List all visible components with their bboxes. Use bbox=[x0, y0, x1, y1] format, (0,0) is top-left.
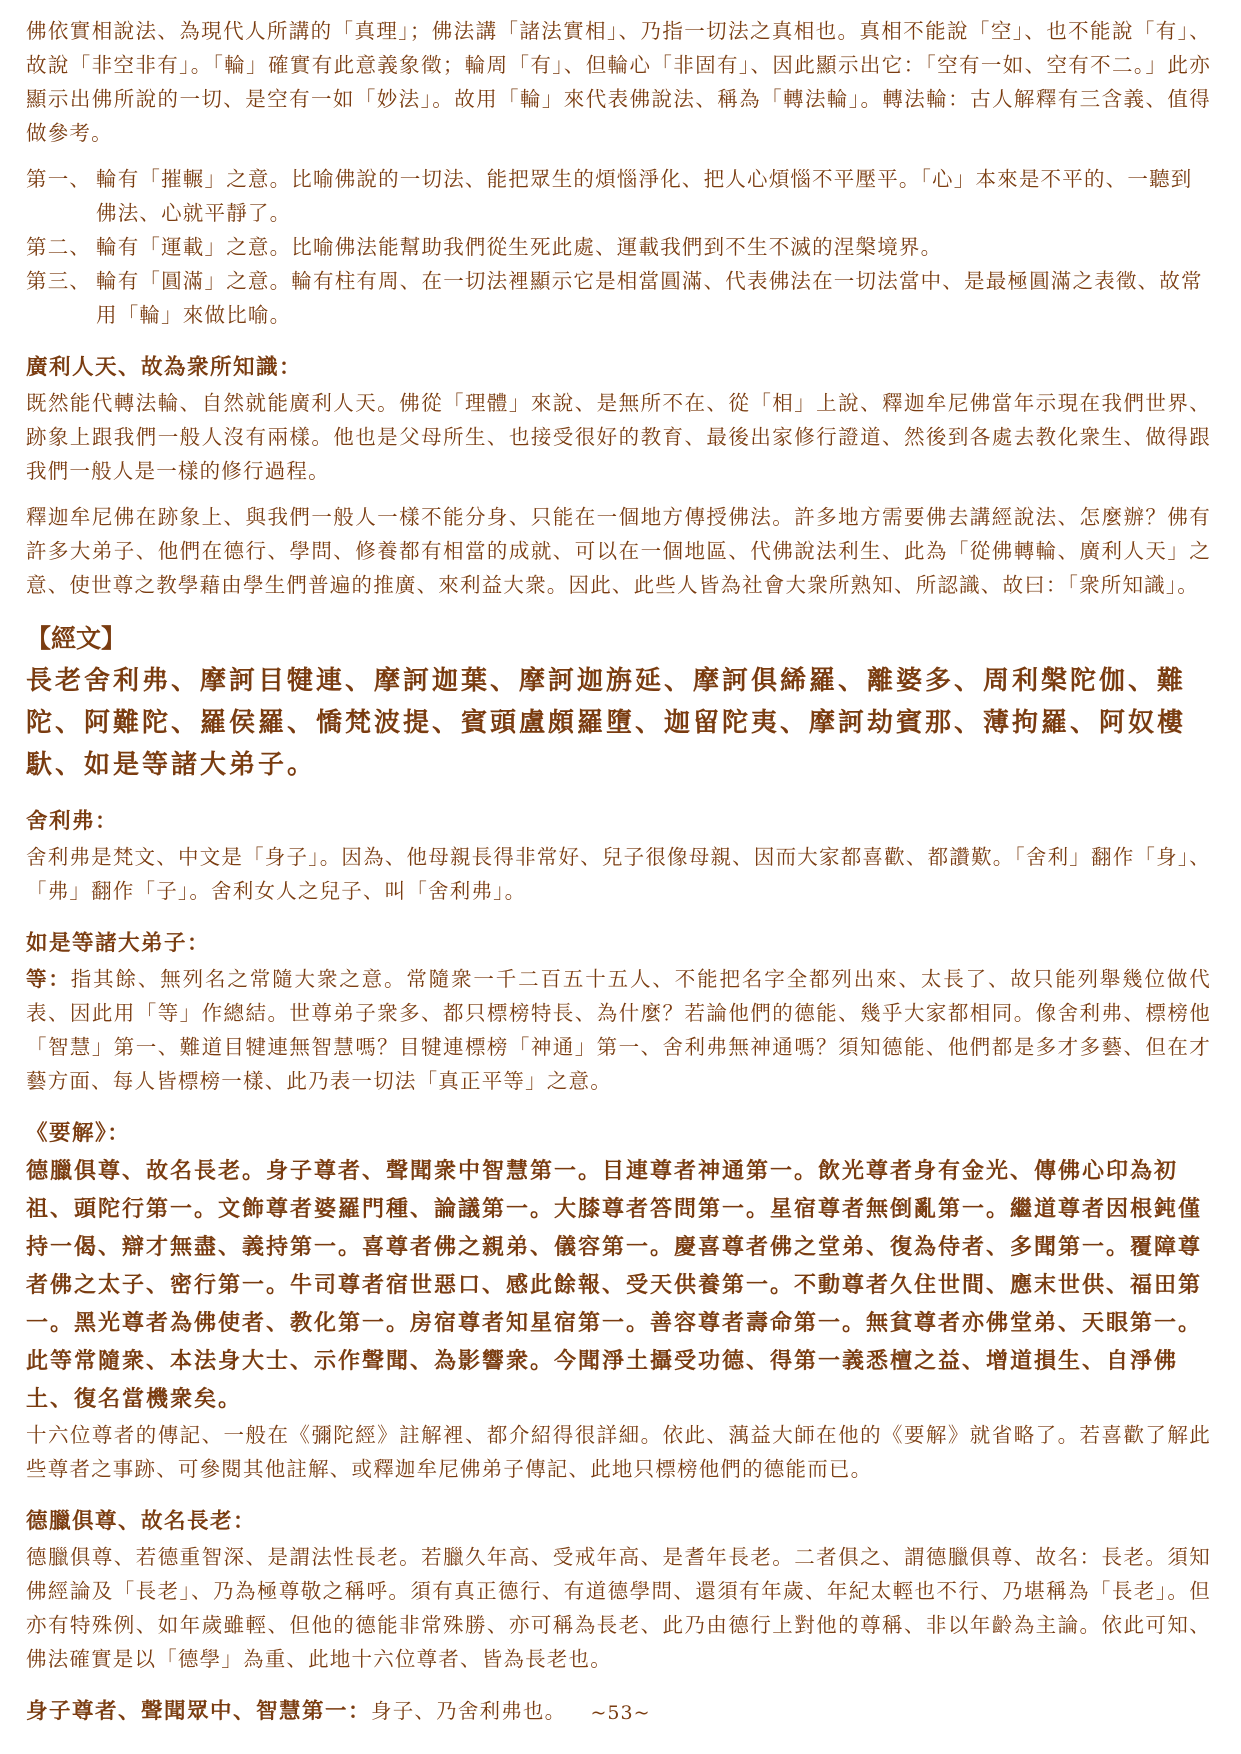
closing-heading: 身子尊者、聲聞眾中、智慧第一： bbox=[26, 1699, 372, 1724]
list-item bbox=[26, 162, 1211, 230]
section-heading: 德臘俱尊、故名長老： bbox=[26, 1509, 257, 1534]
three-meanings-list bbox=[26, 162, 1211, 332]
term-text: 指其餘、無列名之常隨大衆之意。常隨衆一千二百五十五人、不能把名字全都列出來、太長了、故只能列舉幾位做代表、因此用「等」作總結。世尊弟子衆多、都只標榜特長、為什麼？若論他們的德能、幾乎大家都相同。像舍利弗、標榜他「智慧」第一、難道目犍連無智慧嗎？目犍連標榜「神通」第一、舍利弗無神通嗎？須知德能、他們都是多才多藝、但在才藝方面、每人皆標榜一樣、此乃表一切法「真正平等」之意。 bbox=[26, 967, 1211, 1093]
list-item bbox=[26, 230, 1211, 264]
closing-text: 身子、乃舍利弗也。 bbox=[371, 1699, 567, 1723]
list-item-text: 輪有「摧輾」之意。比喻佛說的一切法、能把眾生的煩惱淨化、把人心煩惱不平壓平。「心」本來是不平的、一聽到佛法、心就平靜了。 bbox=[96, 167, 1193, 225]
body-paragraph: 釋迦牟尼佛在跡象上、與我們一般人一樣不能分身、只能在一個地方傳授佛法。許多地方需要佛去講經說法、怎麼辦？佛有許多大弟子、他們在德行、學問、修養都有相當的成就、可以在一個地區、代佛說法利生、此為「從佛轉輪、廣利人天」之意、使世尊之教學藉由學生們普遍的推廣、來利益大衆。因此、此些人皆為社會大衆所熟知、所認識、故曰：「衆所知識」。 bbox=[26, 505, 1211, 597]
section-heading: 舍利弗： bbox=[26, 809, 119, 834]
term-lead: 等： bbox=[26, 967, 71, 991]
commentary-text: 德臘俱尊、故名長老。身子尊者、聲聞衆中智慧第一。目連尊者神通第一。飲光尊者身有金光、傳佛心印為初祖、頭陀行第一。文飾尊者婆羅門種、論議第一。大膝尊者答問第一。星宿尊者無倒亂第一。繼道尊者因根鈍僅持一偈、辯才無盡、義持第一。喜尊者佛之親弟、儀容第一。慶喜尊者佛之堂弟、復為侍者、多聞第一。覆障尊者佛之太子、密行第一。牛司尊者宿世惡口、感此餘報、受天供養第一。不動尊者久住世間、應末世供、福田第一。黑光尊者為佛使者、教化第一。房宿尊者知星宿第一。善容尊者壽命第一。無貧尊者亦佛堂弟、天眼第一。此等常隨衆、本法身大士、示作聲聞、為影響衆。今聞淨土攝受功德、得第一義悉檀之益、增道損生、自淨佛土、復名當機衆矣。 bbox=[26, 1158, 1203, 1412]
sutra-text: 長老舍利弗、摩訶目犍連、摩訶迦葉、摩訶迦旃延、摩訶俱絺羅、離婆多、周利槃陀伽、難陀、阿難陀、羅侯羅、憍梵波提、賓頭盧頗羅墮、迦留陀夷、摩訶劫賓那、薄拘羅、阿奴樓馱、如是等諸大弟子。 bbox=[26, 666, 1187, 780]
intro-paragraph: 佛依實相說法、為現代人所講的「真理」；佛法講「諸法實相」、乃指一切法之真相也。真相不能說「空」、也不能說「有」、故說「非空非有」。「輪」確實有此意義象徵；輪周「有」、但輪心「非固有」、因此顯示出它：「空有一如、空有不二。」此亦顯示出佛所說的一切、是空有一如「妙法」。故用「輪」來代表佛說法、稱為「轉法輪」。轉法輪：古人解釋有三含義、值得做參考。 bbox=[26, 19, 1211, 145]
body-paragraph bbox=[26, 962, 1211, 1098]
list-item-text: 輪有「運載」之意。比喻佛法能幫助我們從生死此處、運載我們到不生不滅的涅槃境界。 bbox=[96, 235, 943, 259]
list-item-text: 輪有「圓滿」之意。輪有柱有周、在一切法裡顯示它是相當圓滿、代表佛法在一切法當中、是最極圓滿之表徵、故常用「輪」來做比喻。 bbox=[96, 269, 1203, 327]
section-heading: 如是等諸大弟子： bbox=[26, 931, 211, 956]
sutra-tag: 【經文】 bbox=[26, 624, 127, 653]
body-paragraph: 十六位尊者的傳記、一般在《彌陀經》註解裡、都介紹得很詳細。依此、蕅益大師在他的《要解》就省略了。若喜歡了解此些尊者之事跡、可參閱其他註解、或釋迦牟尼佛弟子傳記、此地只標榜他們的德能而已。 bbox=[26, 1423, 1211, 1481]
body-paragraph: 舍利弗是梵文、中文是「身子」。因為、他母親長得非常好、兒子很像母親、因而大家都喜歡、都讚歎。「舍利」翻作「身」、「弗」翻作「子」。舍利女人之兒子、叫「舍利弗」。 bbox=[26, 845, 1211, 903]
body-paragraph: 德臘俱尊、若德重智深、是謂法性長老。若臘久年高、受戒年高、是耆年長老。二者俱之、謂德臘俱尊、故名：長老。須知佛經論及「長老」、乃為極尊敬之稱呼。須有真正德行、有道德學問、還須有年歲、年紀太輕也不行、乃堪稱為「長老」。但亦有特殊例、如年歲雖輕、但他的德能非常殊勝、亦可稱為長老、此乃由德行上對他的尊稱、非以年齡為主論。依此可知、佛法確實是以「德學」為重、此地十六位尊者、皆為長老也。 bbox=[26, 1545, 1211, 1671]
list-item-label: 第一、 bbox=[26, 167, 92, 191]
list-item-label: 第三、 bbox=[26, 269, 92, 293]
list-item-label: 第二、 bbox=[26, 235, 92, 259]
body-paragraph: 既然能代轉法輪、自然就能廣利人天。佛從「理體」來說、是無所不在、從「相」上說、釋迦牟尼佛當年示現在我們世界、跡象上跟我們一般人沒有兩樣。他也是父母所生、也接受很好的教育、最後出家修行證道、然後到各處去教化衆生、做得跟我們一般人是一樣的修行過程。 bbox=[26, 391, 1211, 483]
section-heading: 《要解》： bbox=[26, 1121, 131, 1146]
list-item bbox=[26, 264, 1211, 332]
page-number: ~53~ bbox=[590, 1702, 651, 1724]
section-heading: 廣利人天、故為衆所知識： bbox=[26, 355, 303, 380]
